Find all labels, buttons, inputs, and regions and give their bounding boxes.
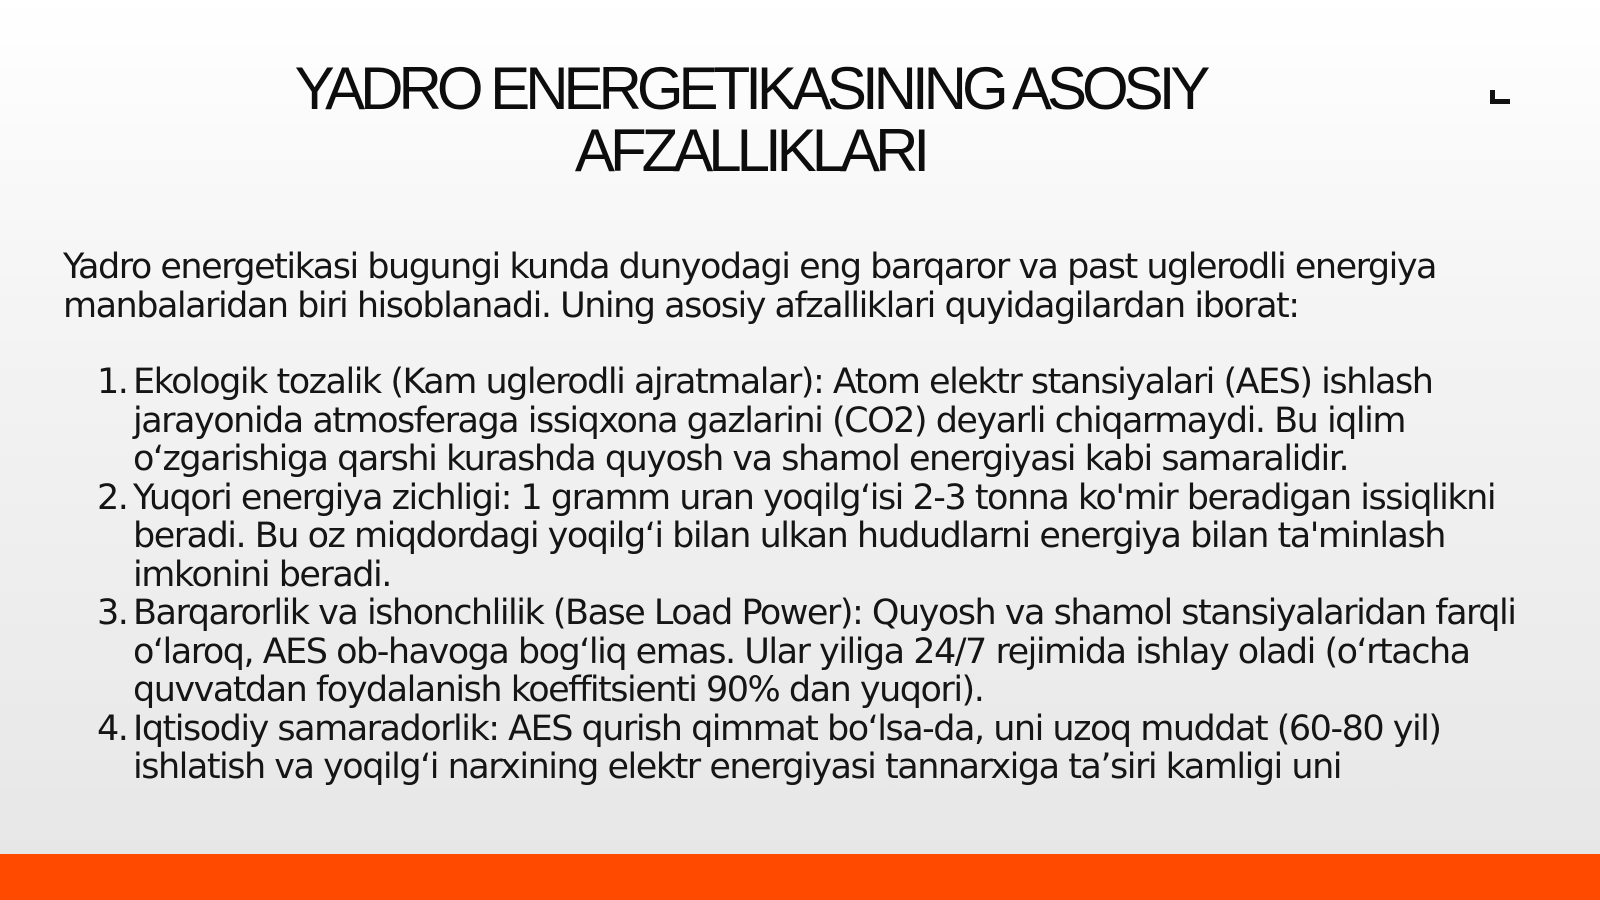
list-item-number: 4. [97,708,128,749]
slide-body [63,248,1533,787]
accent-bar [0,854,1600,900]
list-item [63,710,1533,787]
list-item-number: 2. [97,477,128,518]
slide-title [230,55,1270,184]
list-item-number: 1. [97,362,128,402]
list-item [63,479,1533,595]
list-item [63,594,1533,710]
corner-bracket-icon [1490,90,1510,104]
list-item [63,363,1533,479]
title-line-2: AFZALLIKLARI [574,117,926,184]
advantages-list [63,363,1533,787]
list-item-text: Barqarorlik va ishonchlilik (Base Load Power): Quyosh va shamol stansiyalaridan farqli oʻlaroq, AES ob-havoga bogʻliq emas. Ular yiliga 24/7 rejimida ishlay oladi (oʻrtacha quvvatdan foydalanish koeffitsienti 90% dan yuqori). [133,593,1516,710]
list-item-text: Ekologik tozalik (Kam uglerodli ajratmalar): Atom elektr stansiyalari (AES) ishlash jarayonida atmosferaga issiqxona gazlarini (CO2) deyarli chiqarmaydi. Bu iqlim oʻzgarishiga qarshi kurashda quyosh va shamol energiyasi kabi samaralidir. [133,362,1433,479]
list-item-number: 3. [97,593,128,633]
list-item-text: Iqtisodiy samaradorlik: AES qurish qimmat boʻlsa-da, uni uzoq muddat (60-80 yil) ishlatish va yoqilgʻi narxining elektr energiyasi tannarxiga taʼsiri kamligi uni [133,708,1441,787]
list-item-text: Yuqori energiya zichligi: 1 gramm uran yoqilgʻisi 2-3 tonna ko'mir beradigan issiqlikni beradi. Bu oz miqdordagi yoqilgʻi bilan ulkan hududlarni energiya bilan ta'minlash imkonini beradi. [133,477,1496,595]
title-line-1: YADRO ENERGETIKASINING ASOSIY [294,55,1206,122]
intro-paragraph: Yadro energetikasi bugungi kunda dunyodagi eng barqaror va past uglerodli energiya manbalaridan biri hisoblanadi. Uning asosiy afzalliklari quyidagilardan iborat: [63,247,1436,326]
